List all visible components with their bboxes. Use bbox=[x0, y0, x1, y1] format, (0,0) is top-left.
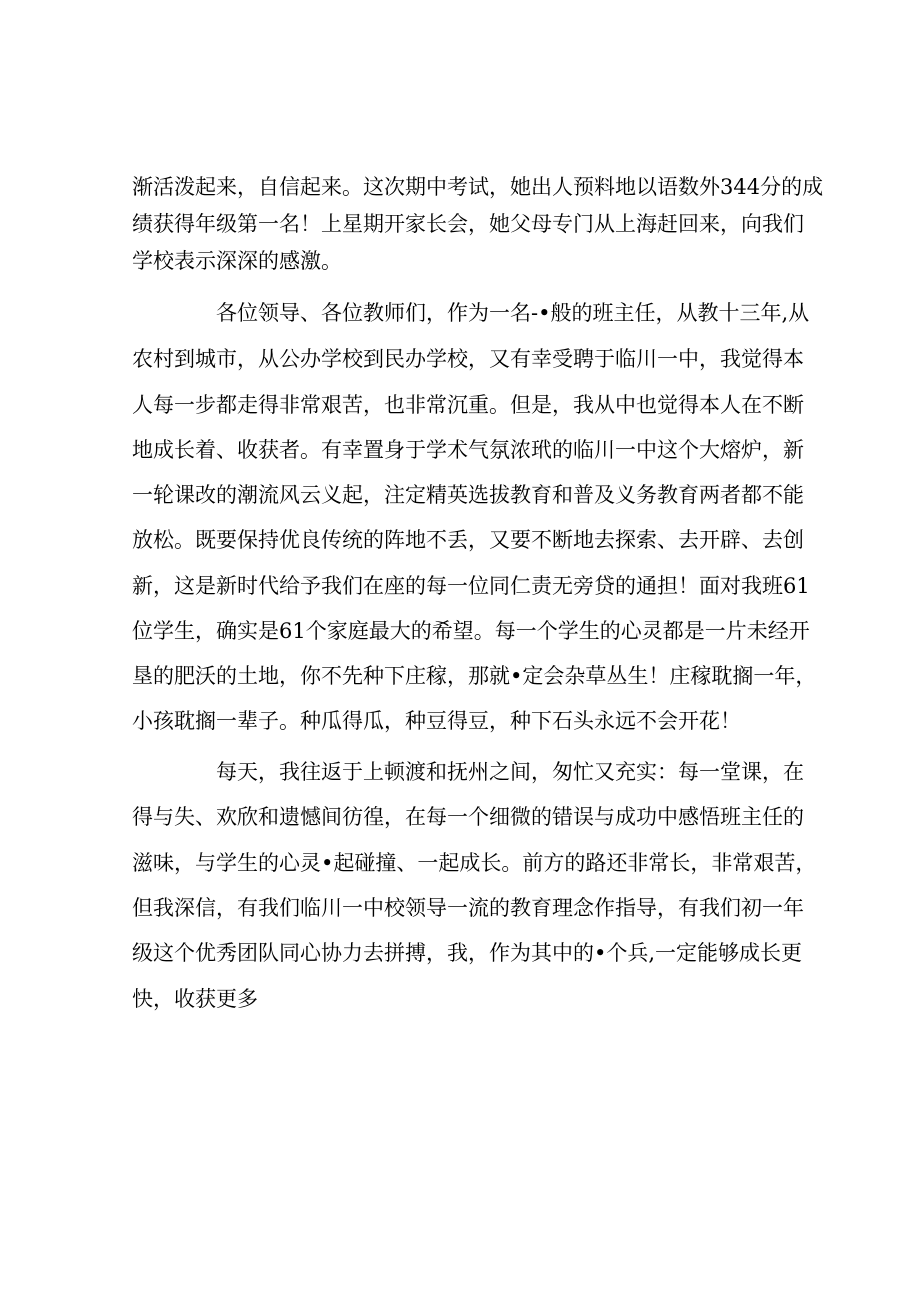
text-line: 垦的肥沃的土地，你不先种下庄稼，那就•定会杂草丛生！庄稼耽搁一年， bbox=[132, 664, 817, 688]
text-line: 放松。既要保持优良传统的阵地不丢，又要不断地去探索、去开辟、去创 bbox=[132, 528, 804, 552]
text-line: 一轮课改的潮流风云义起，注定精英选拔教育和普及义务教育两者都不能 bbox=[132, 483, 804, 507]
text-line: 滋味，与学生的心灵•起碰撞、一起成长。前方的路还非常长，非常艰苦， bbox=[132, 851, 817, 875]
text-line: 位学生，确实是61个家庭最大的希望。每一个学生的心灵都是一片未经开 bbox=[132, 619, 810, 643]
text-line: 地成长着、收获者。有幸置身于学术气氛浓玳的临川一中这个大熔炉，新 bbox=[132, 438, 804, 462]
text-line: 快，收获更多 bbox=[132, 987, 258, 1011]
text-line: 渐活泼起来，自信起来。这次期中考试，她出人预料地以语数外344分的成 bbox=[132, 175, 824, 199]
text-line: 学校表示深深的感激。 bbox=[132, 249, 342, 273]
text-line: 新，这是新时代给予我们在座的每一位同仁责无旁贷的通担！面对我班61 bbox=[132, 574, 810, 598]
text-line: 绩获得年级第一名！上星期开家长会，她父母专门从上海赶回来，向我们 bbox=[132, 212, 804, 236]
text-line: 每天，我往返于上顿渡和抚州之间，匆忙又充实：每一堂课，在 bbox=[216, 760, 804, 784]
text-line: 人每一步都走得非常艰苦，也非常沉重。但是，我从中也觉得本人在不断 bbox=[132, 393, 804, 417]
text-line: 得与失、欢欣和遗憾间彷徨，在每一个细微的错误与成功中感悟班主任的 bbox=[132, 805, 804, 829]
text-line: 但我深信，有我们临川一中校领导一流的教育理念作指导，有我们初一年 bbox=[132, 896, 804, 920]
text-line: 各位领导、各位教师们，作为一名-•般的班主任，从教十三年,从 bbox=[216, 301, 810, 325]
text-line: 小孩耽搁一辈子。种瓜得瓜，种豆得豆，种下石头永远不会开花！ bbox=[132, 709, 741, 733]
text-line: 农村到城市，从公办学校到民办学校，又有幸受聘于临川一中，我觉得本 bbox=[132, 347, 804, 371]
text-line: 级这个优秀团队同心协力去拼搏，我，作为其中的•个兵,一定能够成长更 bbox=[132, 941, 803, 965]
